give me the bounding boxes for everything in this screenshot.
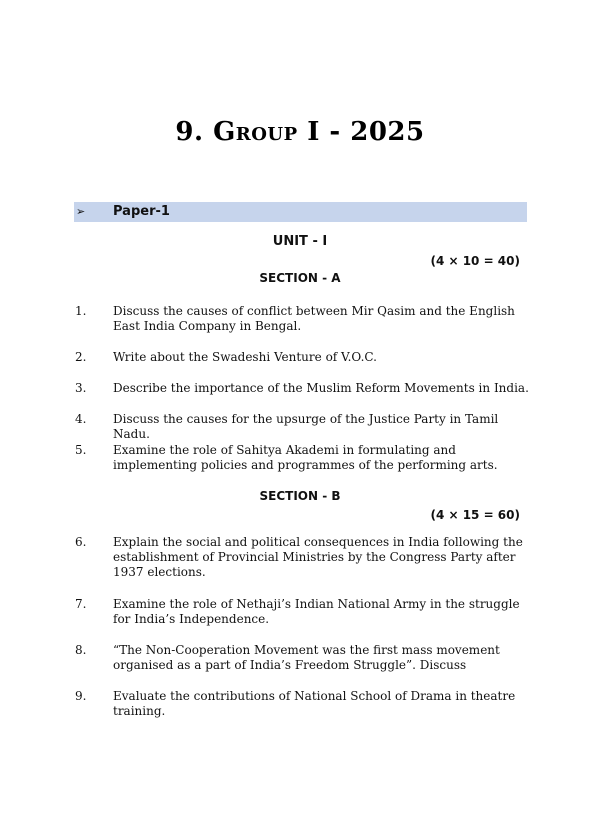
question-number: 5. bbox=[75, 443, 87, 457]
question-text: Discuss the causes for the upsurge of the Justice Party in Tamil Nadu. bbox=[113, 412, 499, 441]
question-item bbox=[75, 643, 530, 673]
page-title: 9. Group I - 2025 bbox=[175, 117, 425, 147]
question-number: 2. bbox=[75, 350, 87, 364]
section-b-marks: (4 × 15 = 60) bbox=[430, 508, 520, 522]
question-text: Examine the role of Sahitya Akademi in formulating and implementing policies and programmes of the performing arts. bbox=[113, 443, 498, 472]
question-number: 9. bbox=[75, 689, 87, 703]
question-number: 1. bbox=[75, 304, 87, 318]
question-item bbox=[75, 597, 530, 627]
question-number: 7. bbox=[75, 597, 87, 611]
paper-label: Paper-1 bbox=[113, 204, 170, 219]
question-text: “The Non-Cooperation Movement was the first mass movement organised as a part of India’s Freedom Struggle”. Discuss bbox=[113, 643, 500, 672]
section-a-marks: (4 × 10 = 40) bbox=[430, 254, 520, 268]
question-item bbox=[75, 535, 530, 580]
section-b-title: SECTION - B bbox=[259, 489, 341, 503]
question-text: Write about the Swadeshi Venture of V.O.C. bbox=[113, 350, 377, 364]
arrow-bullet-icon: ➢ bbox=[76, 205, 86, 218]
question-number: 3. bbox=[75, 381, 87, 395]
question-number: 4. bbox=[75, 412, 87, 426]
question-text: Discuss the causes of conflict between Mir Qasim and the English East India Company in Bengal. bbox=[113, 304, 515, 333]
paper-header-bar bbox=[74, 202, 527, 222]
question-text: Evaluate the contributions of National School of Drama in theatre training. bbox=[113, 689, 516, 718]
unit-title: UNIT - I bbox=[272, 234, 328, 249]
question-item bbox=[75, 381, 530, 396]
question-number: 8. bbox=[75, 643, 87, 657]
question-number: 6. bbox=[75, 535, 87, 549]
question-item bbox=[75, 304, 530, 334]
question-item bbox=[75, 443, 530, 473]
question-item bbox=[75, 689, 530, 719]
question-item bbox=[75, 412, 530, 442]
question-item bbox=[75, 350, 530, 365]
question-text: Examine the role of Nethaji’s Indian National Army in the struggle for India’s Independence. bbox=[113, 597, 520, 626]
question-text: Explain the social and political consequences in India following the establishment of Provincial Ministries by the Congress Party after 1937 elections. bbox=[113, 535, 523, 579]
section-a-title: SECTION - A bbox=[259, 271, 341, 285]
question-text: Describe the importance of the Muslim Reform Movements in India. bbox=[113, 381, 529, 395]
